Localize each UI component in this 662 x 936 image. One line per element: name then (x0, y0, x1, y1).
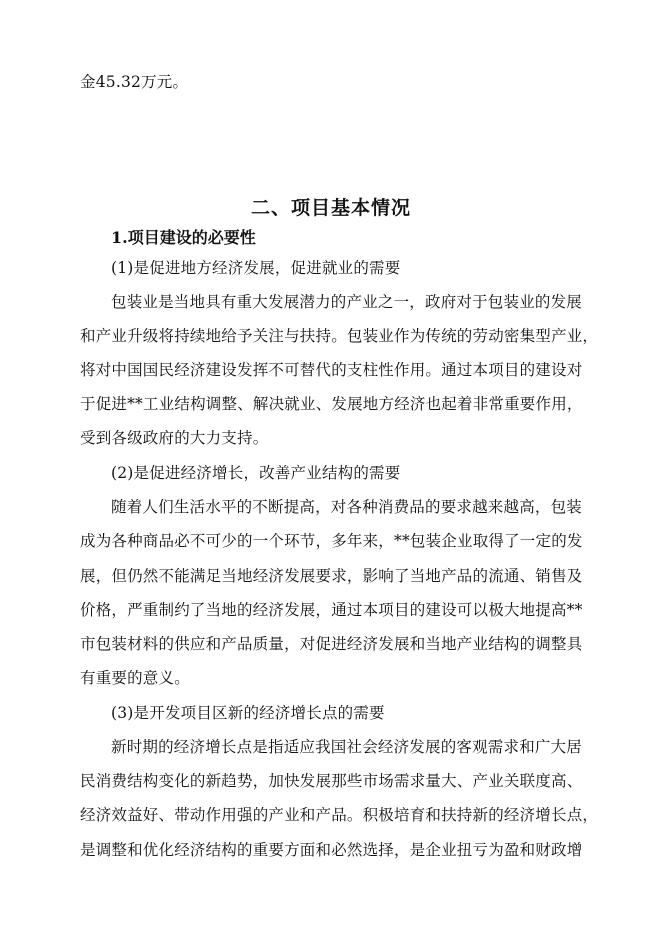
paragraph-1-line-4: 于促进**工业结构调整、解决就业、发展地方经济也起着非常重要作用， (80, 395, 583, 413)
paragraph-3-line-1: 新时期的经济增长点是指适应我国社会经济发展的客观需求和广大居 (111, 738, 583, 756)
subtitle-2: (2)是促进经济增长，改善产业结构的需要 (111, 464, 401, 482)
paragraph-2-line-6: 有重要的意义。 (80, 669, 190, 687)
paragraph-2-line-2: 成为各种商品必不可少的一个环节，多年来，**包装企业取得了一定的发 (80, 532, 583, 550)
top-fragment-text: 金45.32万元。 (80, 73, 189, 91)
paragraph-2-line-3: 展，但仍然不能满足当地经济发展要求，影响了当地产品的流通、销售及 (80, 567, 583, 585)
paragraph-1-line-3: 将对中国国民经济建设发挥不可替代的支柱性作用。通过本项目的建设对 (80, 361, 583, 379)
paragraph-3-line-2: 民消费结构变化的新趋势，加快发展那些市场需求量大、产业关联度高、 (80, 772, 583, 790)
paragraph-2-line-5: 市包装材料的供应和产品质量，对促进经济发展和当地产业结构的调整具 (80, 635, 583, 653)
paragraph-1-line-2: 和产业升级将持续地给予关注与扶持。包装业作为传统的劳动密集型产业， (80, 327, 599, 345)
paragraph-3-line-3: 经济效益好、带动作用强的产业和产品。积极培育和扶持新的经济增长点， (80, 806, 599, 824)
section-title: 二、项目基本情况 (250, 197, 411, 219)
paragraph-3-line-4: 是调整和优化经济结构的重要方面和必然选择，是企业扭亏为盈和财政增 (80, 841, 583, 859)
subtitle-3: (3)是开发项目区新的经济增长点的需要 (111, 704, 385, 722)
paragraph-1-line-1: 包装业是当地具有重大发展潜力的产业之一，政府对于包装业的发展 (111, 293, 583, 311)
paragraph-2-line-4: 价格，严重制约了当地的经济发展，通过本项目的建设可以极大地提高** (80, 601, 583, 619)
subtitle-1: (1)是促进地方经济发展，促进就业的需要 (111, 259, 401, 277)
paragraph-1-line-5: 受到各级政府的大力支持。 (80, 429, 269, 447)
paragraph-2-line-1: 随着人们生活水平的不断提高，对各种消费品的要求越来越高，包装 (111, 498, 583, 516)
heading-necessity: 1.项目建设的必要性 (111, 228, 256, 247)
